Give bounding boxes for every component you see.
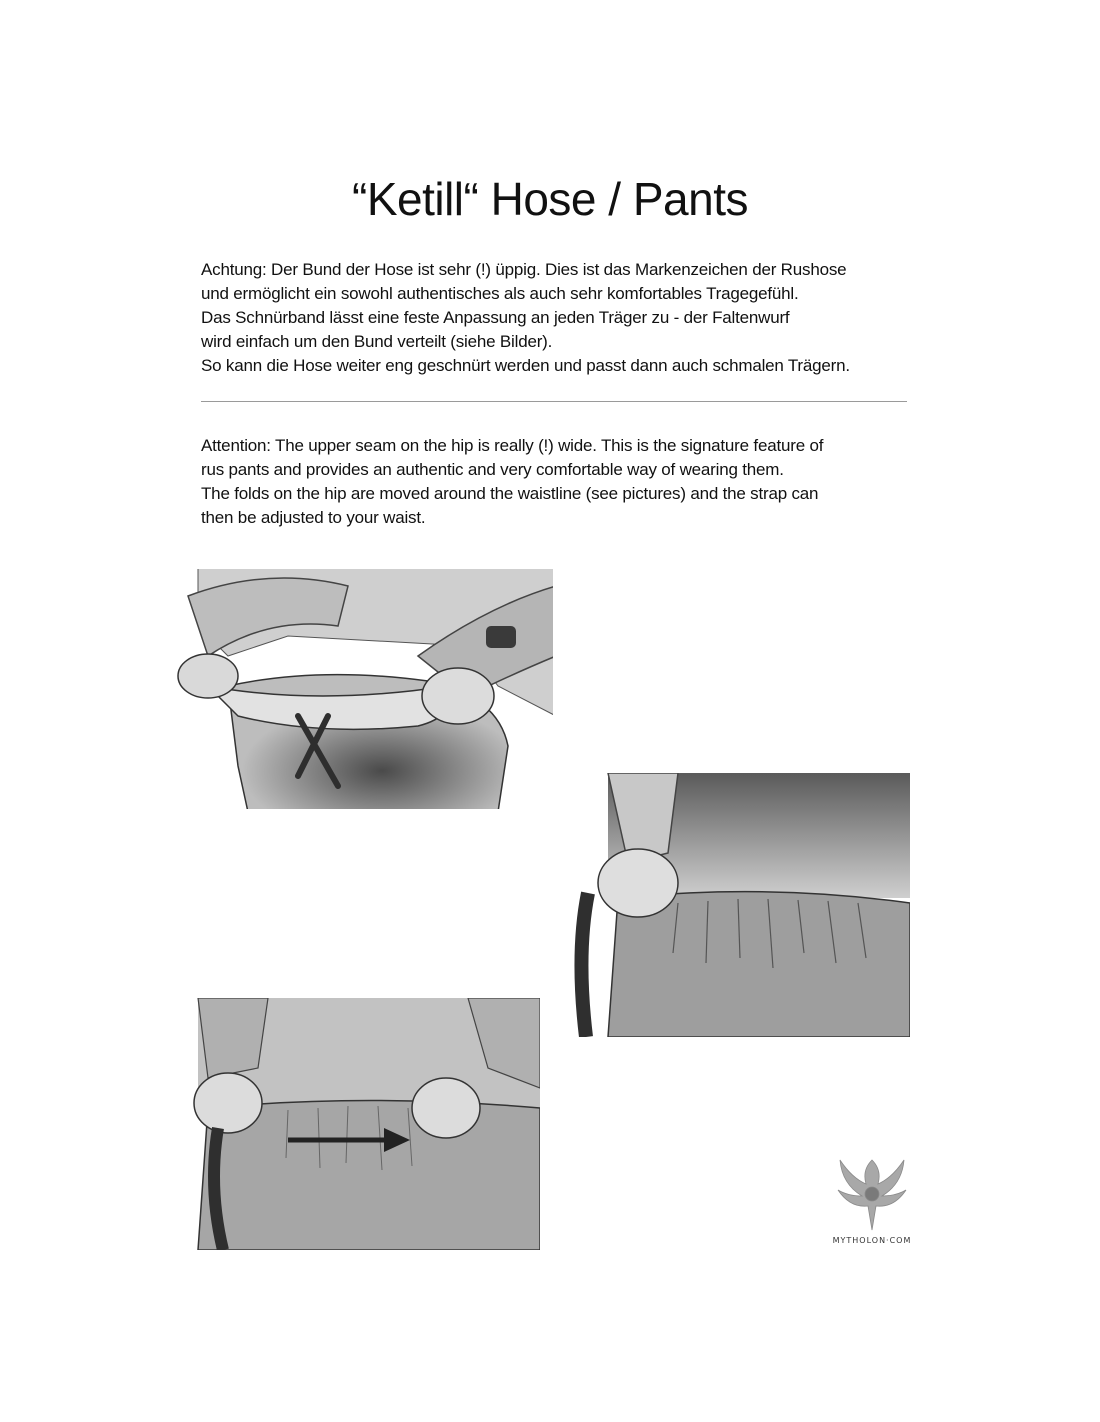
gathered-waist-photo-icon xyxy=(568,773,910,1037)
brand-logo xyxy=(820,1150,924,1256)
phoenix-logo-icon xyxy=(832,1150,912,1234)
german-line: Das Schnürband lässt eine feste Anpassung an jeden Träger zu - der Faltenwurf xyxy=(201,308,790,327)
photo-moving-folds xyxy=(188,998,540,1250)
german-paragraph xyxy=(201,258,941,378)
english-line: then be adjusted to your waist. xyxy=(201,508,426,527)
german-line: wird einfach um den Bund verteilt (siehe Bilder). xyxy=(201,332,553,351)
photo-pulling-waistband xyxy=(168,566,556,812)
page-title: “Ketill“ Hose / Pants xyxy=(352,173,748,225)
logo-text: MYTHOLON·COM xyxy=(832,1236,912,1245)
section-divider xyxy=(201,401,907,402)
english-line: The folds on the hip are moved around the waistline (see pictures) and the strap can xyxy=(201,484,819,503)
english-line: Attention: The upper seam on the hip is really (!) wide. This is the signature feature of xyxy=(201,436,824,455)
moving-folds-arrow-photo-icon xyxy=(188,998,540,1250)
german-line: So kann die Hose weiter eng geschnürt werden und passt dann auch schmalen Trägern. xyxy=(201,356,850,375)
english-line: rus pants and provides an authentic and very comfortable way of wearing them. xyxy=(201,460,784,479)
waistband-stretch-photo-icon xyxy=(168,566,556,812)
german-line: und ermöglicht ein sowohl authentisches als auch sehr komfortables Tragegefühl. xyxy=(201,284,799,303)
photo-gathered-waist xyxy=(568,773,910,1037)
german-line: Achtung: Der Bund der Hose ist sehr (!) üppig. Dies ist das Markenzeichen der Rushose xyxy=(201,260,847,279)
english-paragraph xyxy=(201,434,941,530)
